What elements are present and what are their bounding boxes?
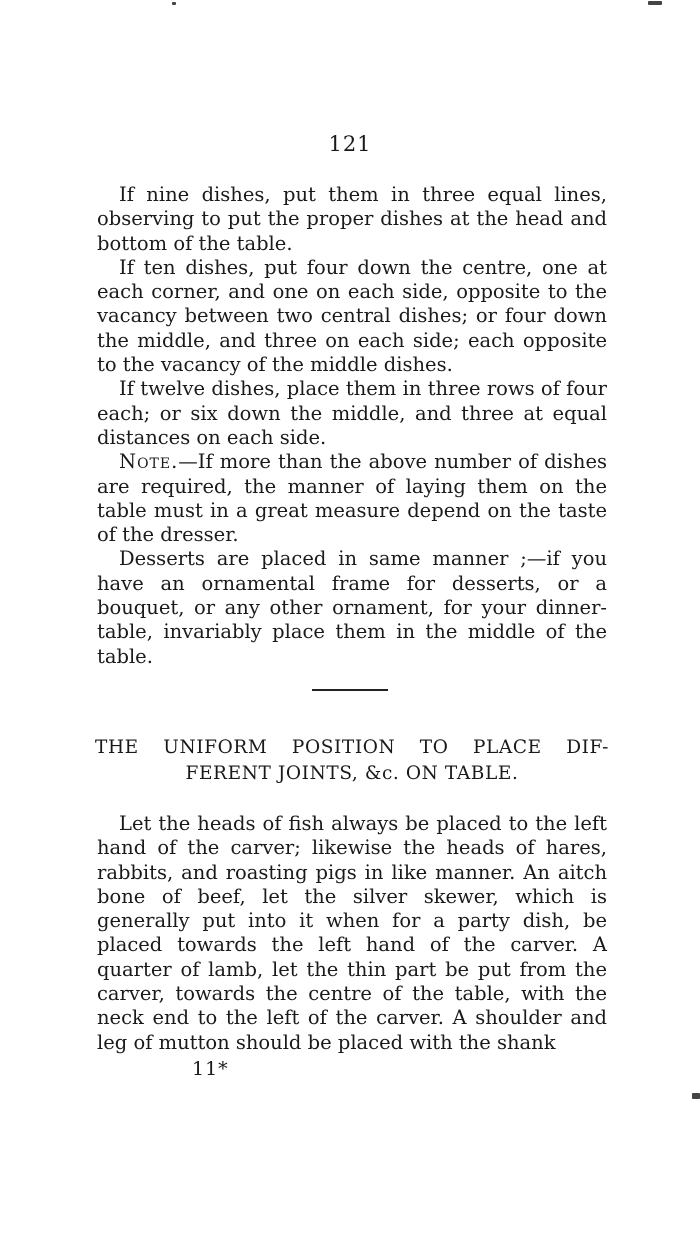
- edge-speck: [692, 1093, 700, 1099]
- heading-line-2: FERENT JOINTS, &c. ON TABLE.: [185, 763, 519, 784]
- table-setting-section: [97, 183, 607, 669]
- page-number: 121: [328, 132, 372, 156]
- paragraph-ten-dishes: If ten dishes, put four down the centre, one at each corner, and one on each side, opposite to the vacancy between two central dishes; or four down the middle, and three on each side; each opposite to the vacancy of the middle dishes.: [97, 255, 607, 377]
- edge-speck: [648, 1, 662, 5]
- note-text: —If more than the above number of dishes are required, the manner of laying them on the table must in a great measure depend on the taste of the dresser.: [97, 450, 607, 547]
- paragraph-nine-dishes: If nine dishes, put them in three equal lines, observing to put the proper dishes at the head and bottom of the table.: [97, 183, 607, 255]
- heading-line-1: THE UNIFORM POSITION TO PLACE DIF-: [95, 737, 609, 758]
- note-label: Note.: [119, 450, 179, 474]
- joints-section: [97, 812, 607, 1055]
- paragraph-joints: Let the heads of fish always be placed to the left hand of the carver; likewise the heads of hares, rabbits, and roasting pigs in like manner. An aitch bone of beef, let the silver skewer, which is generally put into it when for a party dish, be placed towards the left hand of the carver. A quarter of lamb, let the thin part be put from the carver, towards the centre of the table, with the neck end to the left of the carver. A shoulder and leg of mutton should be placed with the shank: [97, 812, 607, 1054]
- signature-mark: 11*: [192, 1058, 229, 1080]
- section-divider: [312, 689, 388, 691]
- paragraph-twelve-dishes: If twelve dishes, place them in three rows of four each; or six down the middle, and three at equal distances on each side.: [97, 377, 607, 449]
- paragraph-desserts: Desserts are placed in same manner ;—if you have an ornamental frame for desserts, or a bouquet, or any other ornament, for your dinner-table, invariably place them in the middle of the table.: [97, 547, 607, 668]
- section-heading: [95, 735, 609, 787]
- note-paragraph: [97, 450, 607, 547]
- edge-speck: [172, 2, 176, 5]
